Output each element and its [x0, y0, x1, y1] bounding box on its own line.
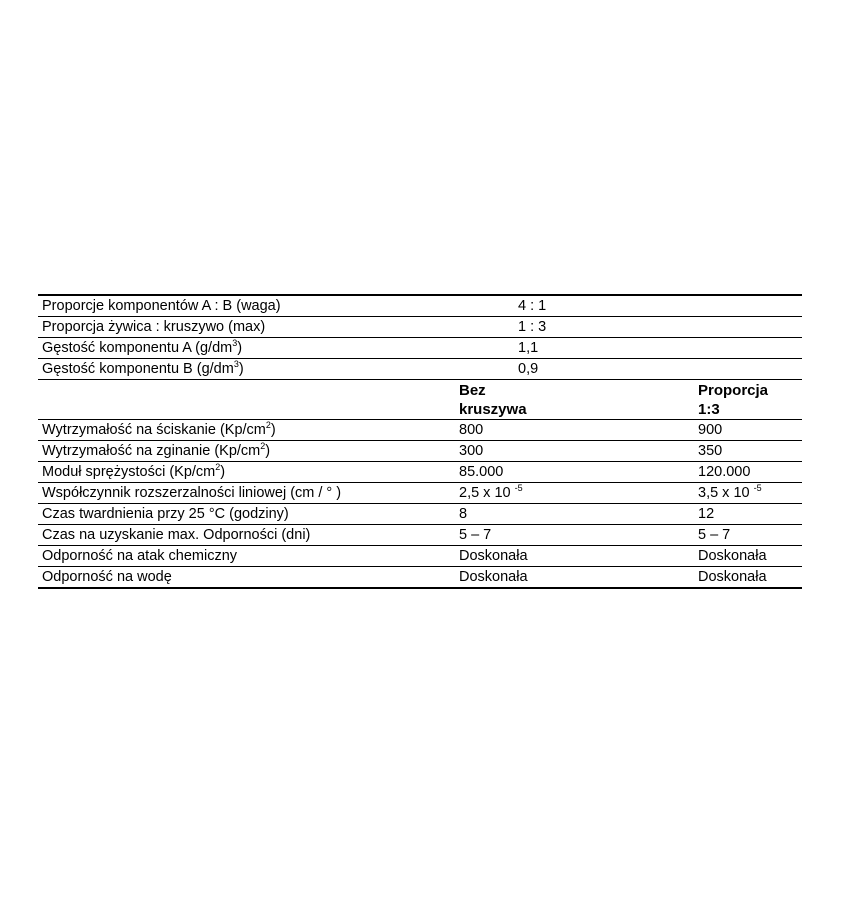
cell-no-aggregate: 800 — [455, 420, 694, 441]
row-value: 1,1 — [694, 338, 802, 359]
cell-no-aggregate: 8 — [455, 504, 694, 525]
row-label: Proporcje komponentów A : B (waga) — [38, 295, 694, 317]
table-row — [38, 441, 802, 462]
cell-ratio: 900 — [694, 420, 802, 441]
cell-ratio: 120.000 — [694, 462, 802, 483]
table-row — [38, 317, 802, 338]
row-label: Proporcja żywica : kruszywo (max) — [38, 317, 694, 338]
row-label: Współczynnik rozszerzalności liniowej (cm / ° ) — [38, 483, 455, 504]
row-label: Czas twardnienia przy 25 °C (godziny) — [38, 504, 455, 525]
table-row — [38, 546, 802, 567]
table-row — [38, 504, 802, 525]
row-value: 4 : 1 — [694, 295, 802, 317]
cell-no-aggregate: 300 — [455, 441, 694, 462]
properties-table — [38, 294, 802, 589]
cell-no-aggregate: Doskonała — [455, 546, 694, 567]
table-row — [38, 295, 802, 317]
row-value: 0,9 — [694, 359, 802, 380]
row-label: Odporność na wodę — [38, 567, 455, 589]
table-row — [38, 462, 802, 483]
row-value: 1 : 3 — [694, 317, 802, 338]
cell-no-aggregate: 2,5 x 10 $^{-5}$ — [455, 483, 694, 504]
table-row — [38, 483, 802, 504]
row-label: Czas na uzyskanie max. Odporności (dni) — [38, 525, 455, 546]
cell-no-aggregate: 85.000 — [455, 462, 694, 483]
row-label: Moduł sprężystości $(Kp/cm^2)$ — [38, 462, 455, 483]
column-header-no-aggregate: Bez kruszywa — [455, 380, 694, 420]
table-header-row — [38, 380, 802, 420]
table-row — [38, 420, 802, 441]
table-row — [38, 359, 802, 380]
table-row — [38, 338, 802, 359]
cell-ratio: 3,5 x 10 $^{-5}$ — [694, 483, 802, 504]
row-label: Gęstość komponentu B $(g/dm^3)$ — [38, 359, 694, 380]
row-label: Odporność na atak chemiczny — [38, 546, 455, 567]
cell-no-aggregate: 5 – 7 — [455, 525, 694, 546]
cell-ratio: Doskonała — [694, 546, 802, 567]
cell-no-aggregate: Doskonała — [455, 567, 694, 589]
cell-ratio: 12 — [694, 504, 802, 525]
table-row — [38, 567, 802, 589]
column-header-ratio: Proporcja 1:3 — [694, 380, 802, 420]
row-label: Wytrzymałość na zginanie $(Kp/cm^2)$ — [38, 441, 455, 462]
cell-ratio: 5 – 7 — [694, 525, 802, 546]
table-row — [38, 525, 802, 546]
cell-ratio: 350 — [694, 441, 802, 462]
cell-ratio: Doskonała — [694, 567, 802, 589]
row-label: Gęstość komponentu A $(g/dm^3)$ — [38, 338, 694, 359]
row-label: Wytrzymałość na ściskanie $(Kp/cm^2)$ — [38, 420, 455, 441]
